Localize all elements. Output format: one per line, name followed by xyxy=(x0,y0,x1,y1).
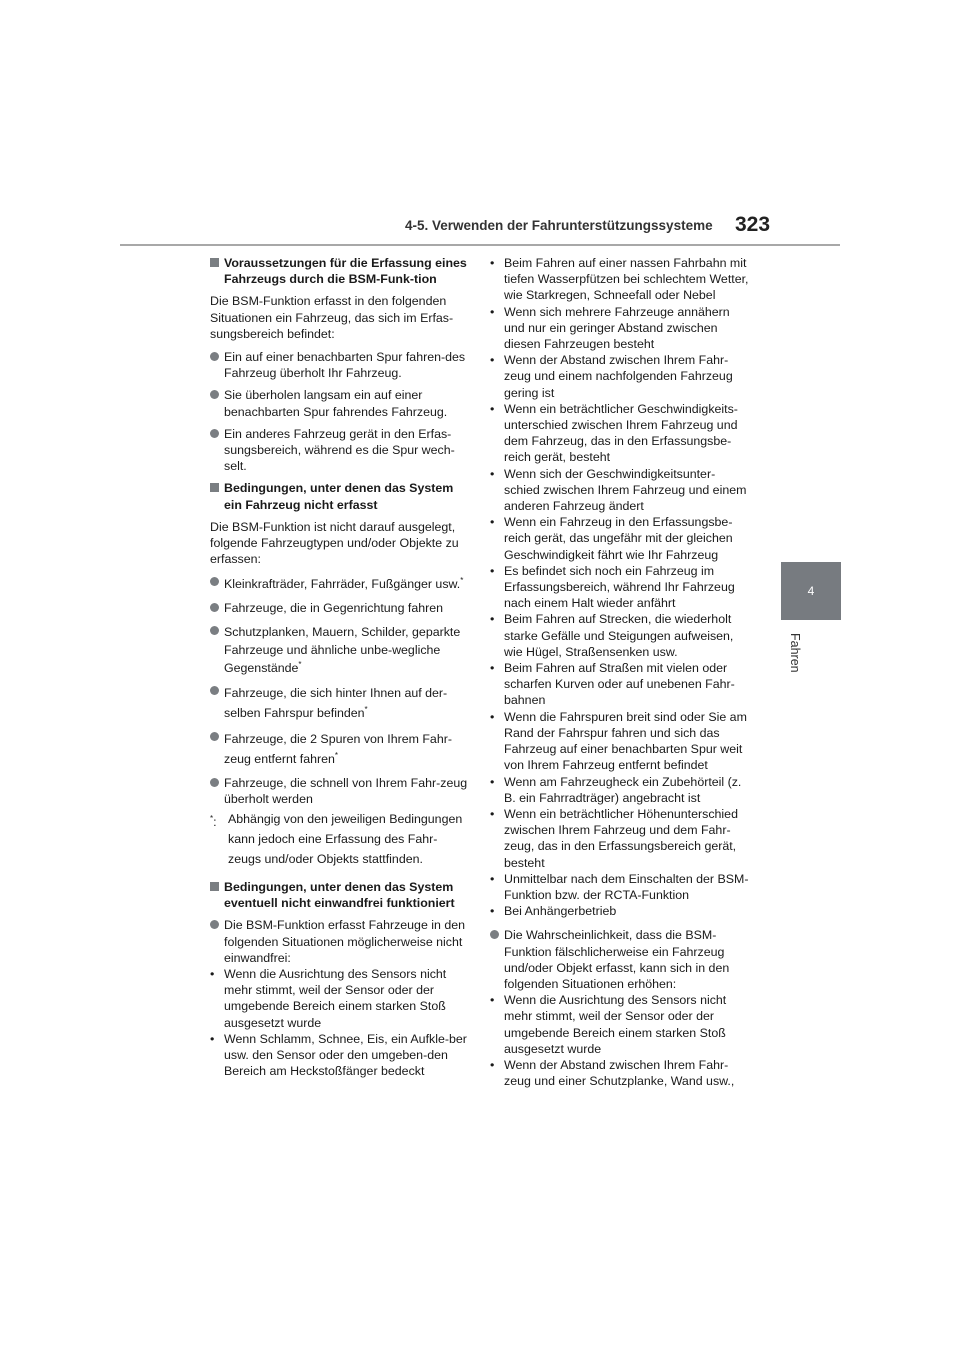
bullet-item: • Es befindet sich noch ein Fahrzeug im Erfassungsbereich, während Ihr Fahrzeug nach einem Halt wieder anfährt xyxy=(490,563,735,611)
bullet-item: • Bei Anhängerbetrieb xyxy=(490,904,617,919)
paragraph: Die BSM-Funktion erfasst in den folgenden Situationen ein Fahrzeug, das sich im Erfas-sungsbereich befindet: xyxy=(210,294,454,341)
right-column xyxy=(490,255,750,1095)
list-item: Fahrzeuge, die schnell von Ihrem Fahr-zeug überholt werden xyxy=(210,775,470,807)
bullet-item: • Wenn sich der Geschwindigkeitsunter-schied zwischen Ihrem Fahrzeug und einem anderen Fahrzeug ändert xyxy=(490,466,747,514)
list-item: Ein anderes Fahrzeug gerät in den Erfas-sungsbereich, während es die Spur wech-selt. xyxy=(210,426,470,475)
bullet-item: • Wenn die Ausrichtung des Sensors nicht mehr stimmt, weil der Sensor oder der umgebende Bereich einem starken Stoß ausgesetzt wurde xyxy=(210,967,447,1030)
paragraph: Die BSM-Funktion ist nicht darauf ausgelegt, folgende Fahrzeugtypen und/oder Objekte zu erfassen: xyxy=(210,519,459,567)
page-number: 323 xyxy=(735,213,771,236)
bullet-list xyxy=(210,966,470,1079)
circle-bullet-icon xyxy=(210,577,219,586)
circle-bullet-icon xyxy=(210,686,219,695)
list-item: Sie überholen langsam ein auf einer benachbarten Spur fahrendes Fahrzeug. xyxy=(210,387,470,419)
bullet-item: • Unmittelbar nach dem Einschalten der BSM-Funktion bzw. der RCTA-Funktion xyxy=(490,871,749,902)
list-item: Fahrzeuge, die 2 Spuren von Ihrem Fahr-zeug entfernt fahren* xyxy=(210,729,470,769)
list-item: Die BSM-Funktion erfasst Fahrzeuge in den folgenden Situationen möglicherweise nicht einwandfrei: xyxy=(210,917,470,966)
circle-bullet-icon xyxy=(210,352,219,361)
circle-bullet-icon xyxy=(210,429,219,438)
square-bullet-icon xyxy=(210,882,219,891)
list-item: Ein auf einer benachbarten Spur fahren-des Fahrzeug überholt Ihr Fahrzeug. xyxy=(210,349,470,381)
footnote-marker: * xyxy=(334,750,339,760)
list-item: Fahrzeuge, die sich hinter Ihnen auf der-selben Fahrspur befinden* xyxy=(210,683,470,723)
bullet-item: • Wenn Schlamm, Schnee, Eis, ein Aufkle-ber usw. den Sensor oder den umgeben-den Bereich am Heckstoßfänger bedeckt xyxy=(210,1031,467,1079)
bullet-item: • Wenn der Abstand zwischen Ihrem Fahr-zeug und einer Schutzplanke, Wand usw., xyxy=(490,1057,735,1089)
bullet-item: • Beim Fahren auf Strecken, die wiederholt starke Gefälle und Steigungen aufweisen, wie Hügel, Straßensenken usw. xyxy=(490,612,734,659)
footnote-marker: * xyxy=(364,704,368,714)
chapter-label: Fahren xyxy=(788,633,802,673)
bullet-item: • Wenn ein Fahrzeug in den Erfassungsbe-reich gerät, das ungefähr mit der gleichen Geschwindigkeit fährt wie Ihr Fahrzeug xyxy=(490,515,733,562)
section-heading: Voraussetzungen für die Erfassung eines Fahrzeugs durch die BSM-Funk-tion xyxy=(210,255,470,287)
list-item: Fahrzeuge, die in Gegenrichtung fahren xyxy=(210,600,470,616)
square-bullet-icon xyxy=(210,483,219,492)
circle-bullet-icon xyxy=(210,390,219,399)
bullet-list xyxy=(490,992,750,1089)
circle-bullet-icon xyxy=(210,778,219,787)
circle-bullet-icon xyxy=(210,603,219,612)
bullet-item: • Wenn die Ausrichtung des Sensors nicht mehr stimmt, weil der Sensor oder der umgebende Bereich einem starken Stoß ausgesetzt wurde xyxy=(490,993,727,1056)
bullet-item: • Wenn am Fahrzeugheck ein Zubehörteil (z. B. ein Fahrradträger) angebracht ist xyxy=(490,774,742,805)
section-title: 4-5. Verwenden der Fahrunterstützungssysteme xyxy=(405,218,713,233)
section-heading: Bedingungen, unter denen das System ein Fahrzeug nicht erfasst xyxy=(210,480,470,512)
circle-bullet-icon xyxy=(210,920,219,929)
footnote-marker: * xyxy=(210,814,214,824)
footnote-marker: * xyxy=(460,576,464,586)
bullet-list xyxy=(490,255,750,919)
bullet-item: • Wenn ein beträchtlicher Höhenunterschied zwischen Ihrem Fahrzeug und dem Fahr-zeug, das in den Erfassungsbereich gerät, besteht xyxy=(490,806,738,870)
chapter-tab[interactable] xyxy=(781,562,841,620)
list-item: Kleinkrafträder, Fahrräder, Fußgänger usw.* xyxy=(210,574,470,594)
circle-bullet-icon xyxy=(210,732,219,741)
chapter-number: 4 xyxy=(807,584,815,598)
circle-bullet-icon xyxy=(490,930,499,939)
footnote-marker: * xyxy=(298,659,302,669)
bullet-item: • Wenn der Abstand zwischen Ihrem Fahr-zeug und einem nachfolgenden Fahrzeug gering ist xyxy=(490,353,733,400)
list-item: Die Wahrscheinlichkeit, dass die BSM-Funktion fälschlicherweise ein Fahrzeug und/oder Objekt erfasst, kann sich in den folgenden Situationen erhöhen: xyxy=(490,927,750,992)
circle-bullet-icon xyxy=(210,626,219,635)
bullet-item: • Wenn die Fahrspuren breit sind oder Sie am Rand der Fahrspur fahren und sich das Fahrzeug auf einer benachbarten Spur weit von Ihrem Fahrzeug entfernt befindet xyxy=(490,709,747,773)
square-bullet-icon xyxy=(210,258,219,267)
left-column xyxy=(210,255,470,1086)
footnote: *: Abhängig von den jeweiligen Bedingungen kann jedoch eine Erfassung des Fahr-zeugs und/oder Objekts stattfinden. xyxy=(210,812,463,867)
section-heading: Bedingungen, unter denen das System eventuell nicht einwandfrei funktioniert xyxy=(210,879,470,911)
bullet-item: • Beim Fahren auf Straßen mit vielen oder scharfen Kurven oder auf unebenen Fahr-bahnen xyxy=(490,661,735,708)
bullet-item: • Wenn ein beträchtlicher Geschwindigkeits-unterschied zwischen Ihrem Fahrzeug und dem Fahrzeug, das in den Erfassungsbe-reich gerät, besteht xyxy=(490,401,738,465)
header-divider xyxy=(120,244,840,246)
list-item: Schutzplanken, Mauern, Schilder, geparkte Fahrzeuge und ähnliche unbe-wegliche Gegenstände* xyxy=(210,623,470,677)
bullet-item: • Wenn sich mehrere Fahrzeuge annähern und nur ein geringer Abstand zwischen diesen Fahrzeugen besteht xyxy=(490,304,730,352)
bullet-item: • Beim Fahren auf einer nassen Fahrbahn mit tiefen Wasserpfützen bei schlechtem Wetter, wie Starkregen, Schneefall oder Nebel xyxy=(490,256,749,303)
